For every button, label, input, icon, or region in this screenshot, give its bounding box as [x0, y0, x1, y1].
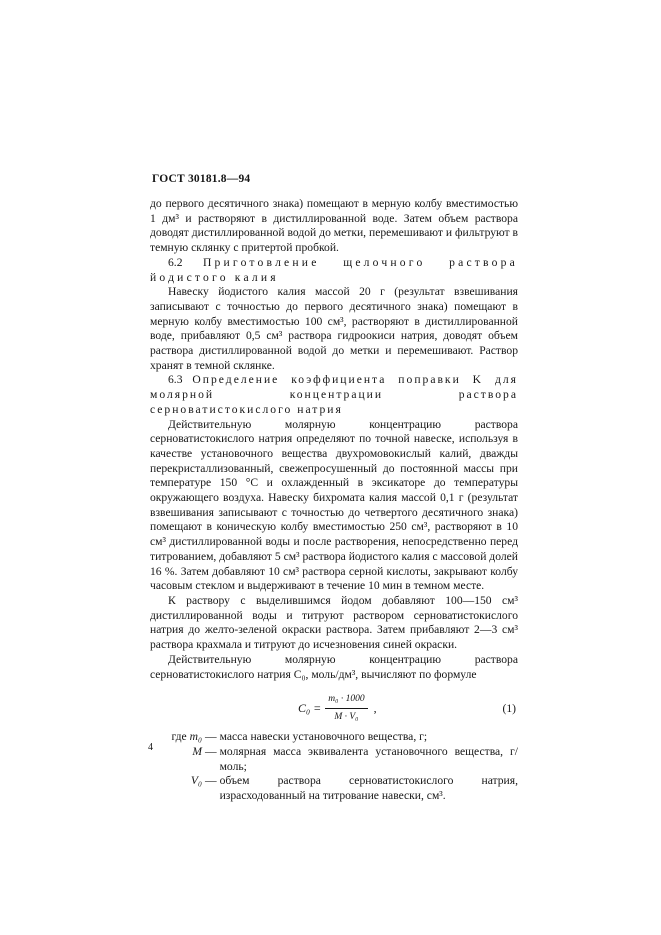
paragraph-molar-concentration: Действительную молярную концентрацию раствора серноватистокислого натрия определяют по точной навеске, используя в качестве установочного вещества двухромовокислый калий, дважды перекристаллизованный, свежепросушенный до постоянной массы при температуре 150 °C и охлажденный в эксикаторе до температуры окружающего воздуха. Навеску бихромата калия массой 0,1 г (результат взвешивания записывают с точностью до четвертого десятичного знака) помещают в коническую колбу вместимостью 250 см³, растворяют в 10 см³ дистиллированной воды и после растворения, непосредственно перед титрованием, добавляют 5 см³ раствора йодистого калия с массовой долей 16 %. Затем добавляют 10 см³ раствора серной кислоты, закрывают колбу часовым стеклом и выдерживают в течение 10 мин в темном месте.	[150, 417, 518, 593]
formula-definitions	[150, 730, 518, 804]
document-body	[150, 197, 518, 804]
definition-symbol: m₀	[189, 730, 202, 744]
definition-item	[150, 745, 518, 774]
formula-numerator: m₀ · 1000	[325, 692, 367, 709]
formula-denominator: M · V₀	[334, 711, 359, 722]
formula-trail: ,	[373, 701, 377, 716]
paragraph-continuation: до первого десятичного знака) помещают в мерную колбу вместимостью 1 дм³ и растворяют в дистиллированной воде. Затем объем раствора доводят дистиллированной водой до метки, перемешивают и фильтруют в темную склянку с притертой пробкой.	[150, 197, 518, 255]
formula-number: (1)	[502, 702, 516, 716]
definition-lead: где	[171, 730, 190, 744]
page-number: 4	[148, 742, 153, 753]
definition-item	[150, 774, 518, 803]
definition-dash: —	[205, 744, 217, 758]
section-6-2-number: 6.2	[168, 255, 183, 269]
formula-fraction	[325, 692, 367, 724]
definition-symbol: V₀	[190, 774, 202, 788]
definition-dash: —	[205, 774, 217, 788]
section-6-2-title: Приготовление щелочного раствора йодистого калия	[150, 255, 518, 284]
paragraph-titration: К раствору с выделившимся йодом добавляют 100—150 см³ дистиллированной воды и титруют раствором серноватистокислого натрия до желто-зеленой окраски раствора. Затем прибавляют 2—3 см³ раствора крахмала и титруют до исчезновения синей окраски.	[150, 593, 518, 652]
definition-item	[150, 730, 518, 745]
section-6-3-heading	[150, 373, 518, 417]
formula-lhs: C₀ =	[298, 701, 322, 716]
section-6-2-heading	[150, 256, 518, 285]
formula-expression	[298, 692, 377, 724]
definition-text: масса навески установочного вещества, г;	[219, 730, 428, 744]
definition-text: молярная масса эквивалента установочного вещества, г/моль;	[219, 744, 518, 773]
section-6-3-title: Определение коэффициента поправки K для молярной концентрации раствора серноватистокислого натрия	[150, 373, 518, 416]
formula-block	[150, 684, 518, 728]
paragraph-formula-intro: Действительную молярную концентрацию раствора серноватистокислого натрия C₀, моль/дм³, вычисляют по формуле	[150, 652, 518, 681]
section-6-3-number: 6.3	[168, 373, 183, 387]
document-header: ГОСТ 30181.8—94	[152, 173, 251, 185]
definition-text: объем раствора серноватистокислого натрия, израсходованный на титрование навески, см³.	[219, 774, 518, 803]
definition-symbol: M	[192, 744, 202, 758]
paragraph-potassium-iodide: Навеску йодистого калия массой 20 г (результат взвешивания записывают с точностью до первого десятичного знака) помещают в мерную колбу вместимостью 100 см³, растворяют в дистиллированной воде, прибавляют 0,5 см³ раствора гидроокиси натрия, доводят объем раствора дистиллированной водой до метки и перемешивают. Раствор хранят в темной склянке.	[150, 285, 518, 372]
definition-dash: —	[205, 730, 217, 744]
